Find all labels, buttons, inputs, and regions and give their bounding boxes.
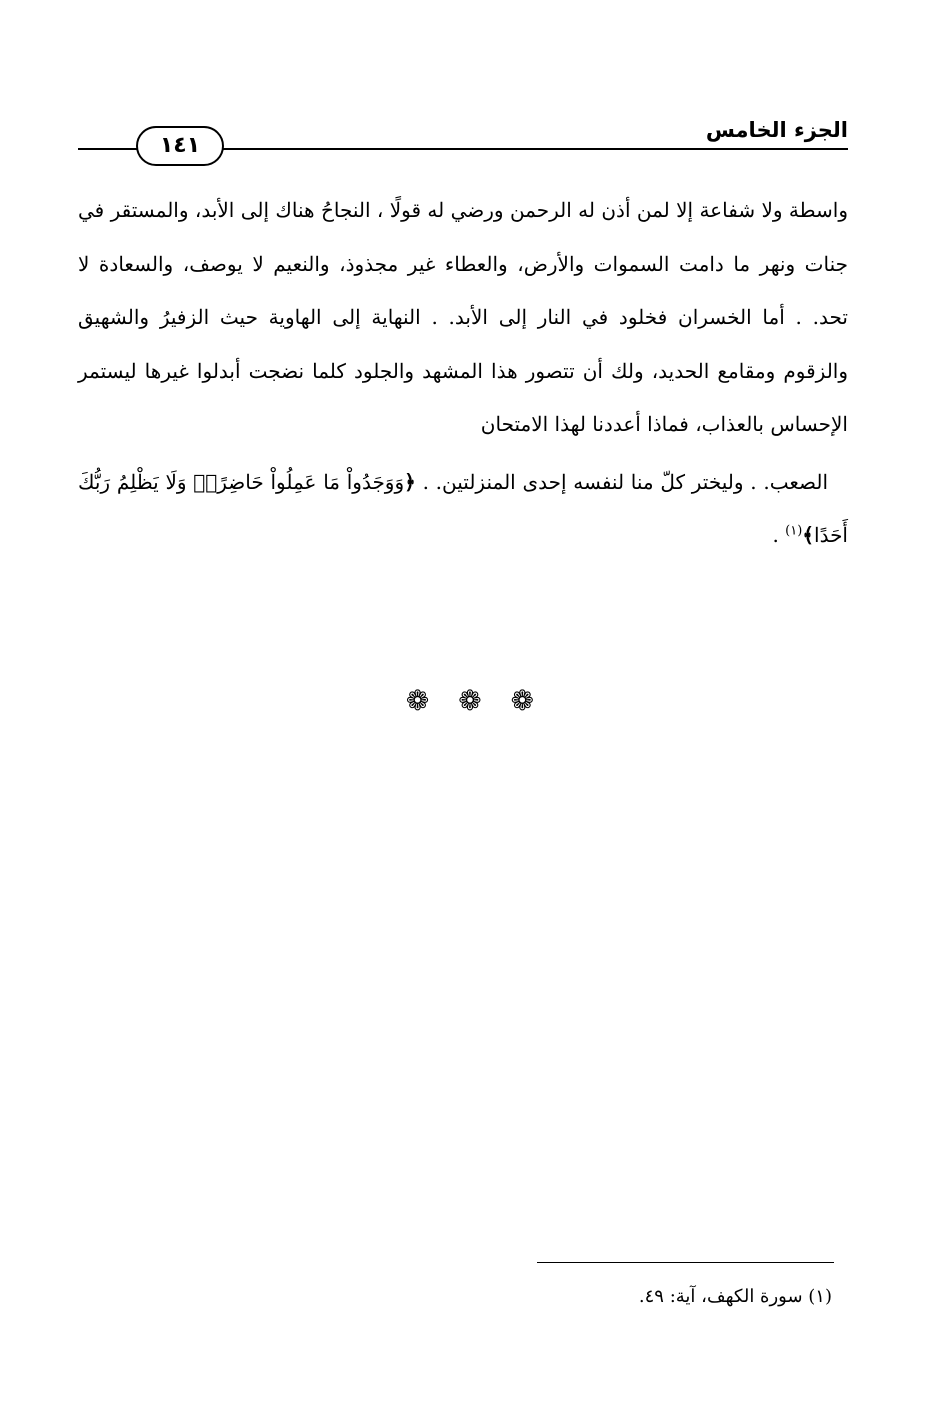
paragraph-2 (78, 456, 848, 563)
page-number: ١٤١ (136, 126, 224, 166)
quran-open-bracket: ﴿ (404, 469, 416, 494)
paragraph-2-lead: الصعب. . وليختر كلّ منا لنفسه إحدى المنزلتين. . (422, 469, 828, 494)
footnote: (١) سورة الكهف، آية: ٤٩. (638, 1286, 832, 1307)
paragraph-2-end: . (772, 523, 779, 547)
body-text (78, 184, 848, 563)
section-ornament: ❁ ❁ ❁ (405, 684, 545, 717)
quran-close-bracket: ﴾ (802, 523, 815, 547)
footnote-marker: (١) (785, 523, 803, 539)
chapter-title: الجزء الخامس (705, 118, 848, 142)
quran-verse: وَوَجَدُواْ مَا عَمِلُواْ حَاضِرًاۗ وَلَا يَظْلِمُ رَبُّكَ أَحَدًا (78, 469, 848, 547)
footnote-rule (537, 1262, 834, 1263)
paragraph-1: واسطة ولا شفاعة إلا لمن أذن له الرحمن ورضي له قولًا ، النجاحُ هناك إلى الأبد، والمستقر في جنات ونهر ما دامت السموات والأرض، والعطاء غير مجذوذ، والنعيم لا يوصف، والسعادة لا تحد. . أما الخسران فخلود في النار إلى الأبد. . النهاية إلى الهاوية حيث الزفيرُ والشهيق والزقوم ومقامع الحديد، ولك أن تتصور هذا المشهد والجلود كلما نضجت أبدلوا غيرها ليستمر الإحساس بالعذاب، فماذا أعددنا لهذا الامتحان (78, 198, 849, 436)
page-header (78, 110, 848, 160)
